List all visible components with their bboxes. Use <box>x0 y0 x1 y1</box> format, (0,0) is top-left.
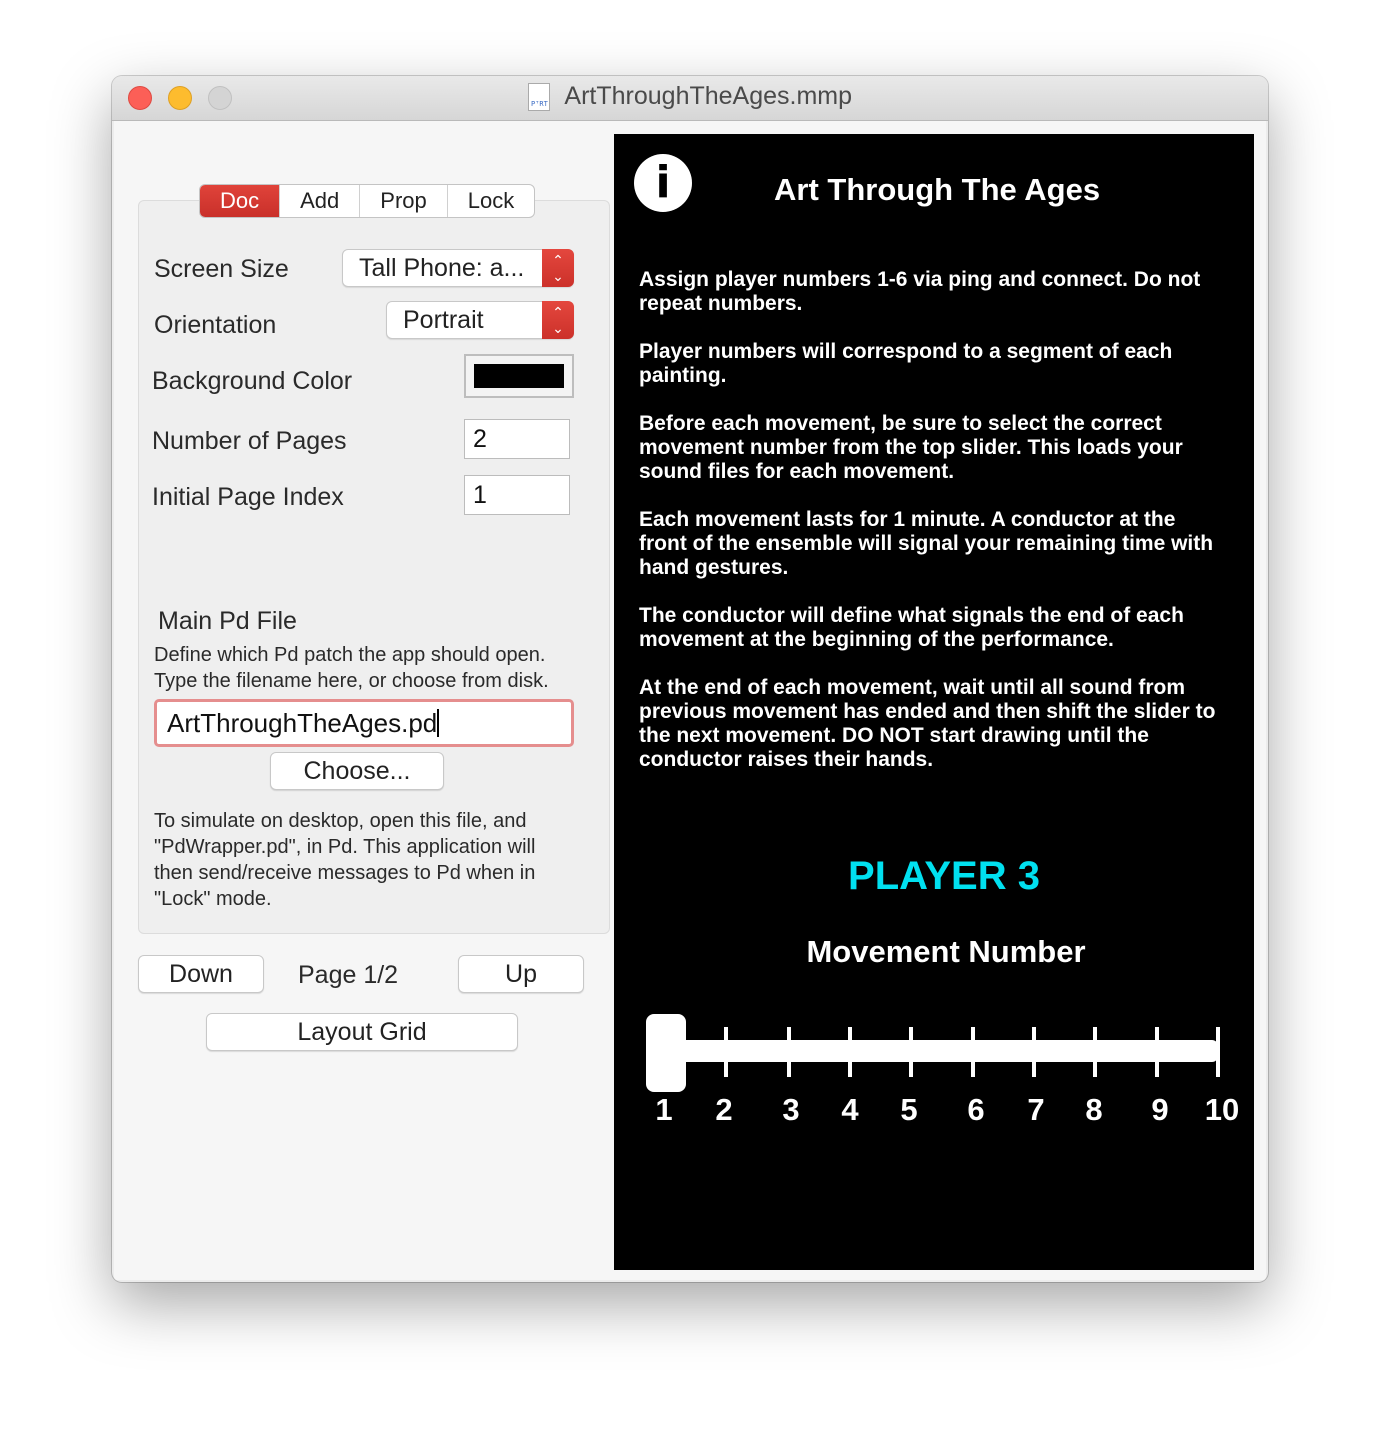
background-color-label: Background Color <box>152 367 353 395</box>
window-content <box>114 121 1266 1280</box>
simulate-note-4: "Lock" mode. <box>154 888 272 910</box>
slider-label: 7 <box>1027 1092 1045 1127</box>
movement-slider-thumb[interactable] <box>646 1014 686 1092</box>
movement-number-label: Movement Number <box>806 934 1086 969</box>
tab-doc[interactable]: Doc <box>200 185 279 217</box>
tab-prop[interactable]: Prop <box>359 185 446 217</box>
simulate-note-3: then send/receive messages to Pd when in <box>154 862 536 884</box>
slider-label: 1 <box>655 1092 673 1127</box>
slider-tick <box>1216 1027 1220 1077</box>
number-of-pages-label: Number of Pages <box>152 427 347 455</box>
slider-tick <box>724 1027 728 1077</box>
instruction-paragraph: Each movement lasts for 1 minute. A conductor at the front of the ensemble will signal your remaining time with hand gestures. <box>639 508 1214 579</box>
main-pd-file-value: ArtThroughTheAges.pd <box>167 708 438 738</box>
slider-tick <box>909 1027 913 1077</box>
up-down-chevron-icon: ⌃ ⌄ <box>542 301 574 339</box>
info-icon[interactable]: i <box>634 154 692 212</box>
slider-label: 2 <box>715 1092 733 1127</box>
app-window <box>112 76 1268 1282</box>
slider-tick <box>1032 1027 1036 1077</box>
page-up-button[interactable]: Up <box>458 955 584 993</box>
instruction-paragraph: Assign player numbers 1-6 via ping and connect. Do not repeat numbers. <box>639 268 1201 315</box>
screen-size-label: Screen Size <box>154 255 289 283</box>
simulate-note-2: "PdWrapper.pd", in Pd. This application will <box>154 836 536 858</box>
slider-label: 3 <box>782 1092 800 1127</box>
background-color-swatch <box>474 364 564 388</box>
slider-label: 5 <box>900 1092 918 1127</box>
editor-tab-bar <box>199 184 535 218</box>
instruction-paragraph: Before each movement, be sure to select the correct movement number from the top slider. This loads your sound files for each movement. <box>639 412 1183 483</box>
slider-label: 6 <box>967 1092 985 1127</box>
background-color-well[interactable] <box>464 354 574 398</box>
number-of-pages-field[interactable]: 2 <box>464 419 570 459</box>
player-label: PLAYER 3 <box>848 854 1040 898</box>
layout-grid-button[interactable]: Layout Grid <box>206 1013 518 1051</box>
instruction-paragraph: At the end of each movement, wait until all sound from previous movement has ended and then shift the slider to the next movement. DO NOT start drawing until the conductor raises their hands. <box>639 676 1216 771</box>
page-down-button[interactable]: Down <box>138 955 264 993</box>
slider-label: 9 <box>1151 1092 1169 1127</box>
orientation-value: Portrait <box>403 306 484 334</box>
up-down-chevron-icon: ⌃ ⌄ <box>542 249 574 287</box>
initial-page-index-label: Initial Page Index <box>152 483 344 511</box>
tab-lock[interactable]: Lock <box>447 185 534 217</box>
simulate-note-1: To simulate on desktop, open this file, and <box>154 810 527 832</box>
window-title-area <box>112 82 1268 111</box>
slider-tick <box>1155 1027 1159 1077</box>
canvas-preview[interactable] <box>614 134 1254 1270</box>
document-icon: PᵀRT <box>528 83 550 111</box>
screen-size-select[interactable] <box>342 249 574 287</box>
window-title: ArtThroughTheAges.mmp <box>564 82 853 110</box>
preview-title: Art Through The Ages <box>774 172 1101 207</box>
slider-label: 8 <box>1085 1092 1103 1127</box>
screen-size-value: Tall Phone: a... <box>359 254 525 282</box>
slider-tick <box>971 1027 975 1077</box>
page-indicator: Page 1/2 <box>298 961 399 989</box>
orientation-select[interactable] <box>386 301 574 339</box>
text-caret <box>437 709 439 737</box>
instruction-paragraph: Player numbers will correspond to a segment of each painting. <box>639 340 1173 387</box>
movement-slider-track[interactable] <box>654 1040 1218 1062</box>
slider-tick <box>848 1027 852 1077</box>
main-pd-file-label: Main Pd File <box>158 607 297 635</box>
main-pd-description-1: Define which Pd patch the app should open. <box>154 644 546 666</box>
title-bar <box>112 76 1268 121</box>
slider-label: 10 <box>1204 1092 1240 1127</box>
instruction-paragraph: The conductor will define what signals the end of each movement at the beginning of the performance. <box>639 604 1184 651</box>
slider-tick <box>787 1027 791 1077</box>
orientation-label: Orientation <box>154 311 277 339</box>
slider-tick <box>1093 1027 1097 1077</box>
slider-label: 4 <box>841 1092 859 1127</box>
main-pd-description-2: Type the filename here, or choose from disk. <box>154 670 549 692</box>
main-pd-file-input[interactable] <box>154 699 574 747</box>
tab-add[interactable]: Add <box>279 185 359 217</box>
choose-file-button[interactable]: Choose... <box>270 752 444 790</box>
initial-page-index-field[interactable]: 1 <box>464 475 570 515</box>
